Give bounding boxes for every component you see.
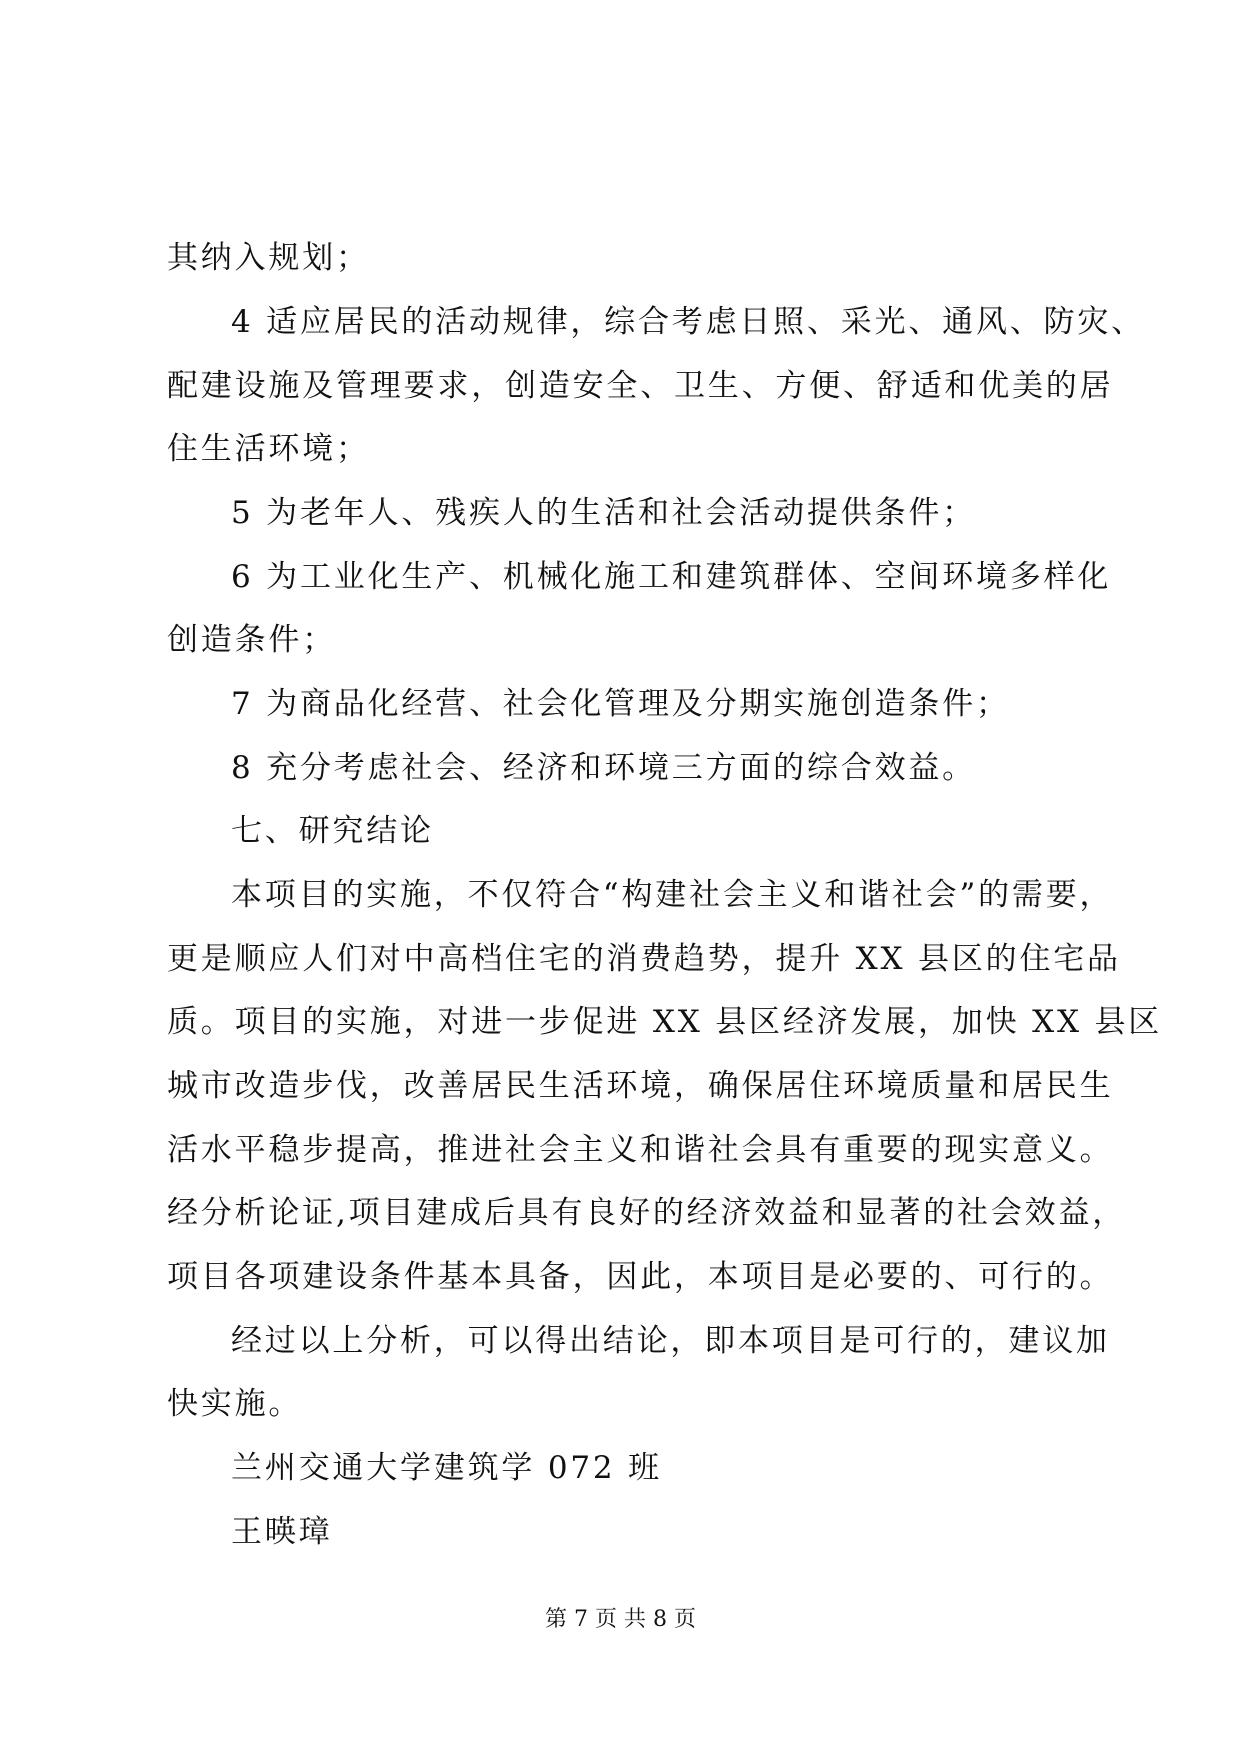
text-line: 配建设施及管理要求，创造安全、卫生、方便、舒适和优美的居 bbox=[167, 368, 1114, 404]
text-line: 活水平稳步提高，推进社会主义和谐社会具有重要的现实意义。 bbox=[167, 1132, 1114, 1168]
text-line: 城市改造步伐，改善居民生活环境，确保居住环境质量和居民生 bbox=[167, 1068, 1114, 1104]
text-line: 6 为工业化生产、机械化施工和建筑群体、空间环境多样化 bbox=[231, 559, 1112, 595]
text-line: 经分析论证,项目建成后具有良好的经济效益和显著的社会效益， bbox=[167, 1195, 1127, 1231]
text-line: 8 充分考虑社会、经济和环境三方面的综合效益。 bbox=[231, 750, 976, 786]
section-heading: 七、研究结论 bbox=[231, 813, 434, 849]
text-line: 项目各项建设条件基本具备，因此，本项目是必要的、可行的。 bbox=[167, 1259, 1114, 1295]
author-affiliation: 兰州交通大学建筑学 072 班 bbox=[231, 1450, 662, 1486]
text-line: 4 适应居民的活动规律，综合考虑日照、采光、通风、防灾、 bbox=[231, 304, 1145, 340]
text-line: 更是顺应人们对中高档住宅的消费趋势，提升 XX 县区的住宅品 bbox=[167, 941, 1121, 977]
text-line: 本项目的实施，不仅符合“构建社会主义和谐社会”的需要， bbox=[231, 877, 1114, 913]
author-name: 王暎璋 bbox=[231, 1514, 333, 1550]
text-line: 7 为商品化经营、社会化管理及分期实施创造条件； bbox=[231, 686, 1010, 722]
text-line: 5 为老年人、残疾人的生活和社会活动提供条件； bbox=[231, 495, 976, 531]
text-line: 经过以上分析，可以得出结论，即本项目是可行的，建议加 bbox=[231, 1323, 1110, 1359]
text-line: 住生活环境； bbox=[167, 431, 370, 467]
text-line: 其纳入规划； bbox=[167, 240, 370, 276]
text-line: 创造条件； bbox=[167, 622, 336, 658]
text-line: 快实施。 bbox=[167, 1386, 303, 1422]
page-number: 第 7 页 共 8 页 bbox=[545, 1607, 696, 1632]
text-line: 质。项目的实施，对进一步促进 XX 县区经济发展，加快 XX 县区 bbox=[167, 1004, 1163, 1040]
